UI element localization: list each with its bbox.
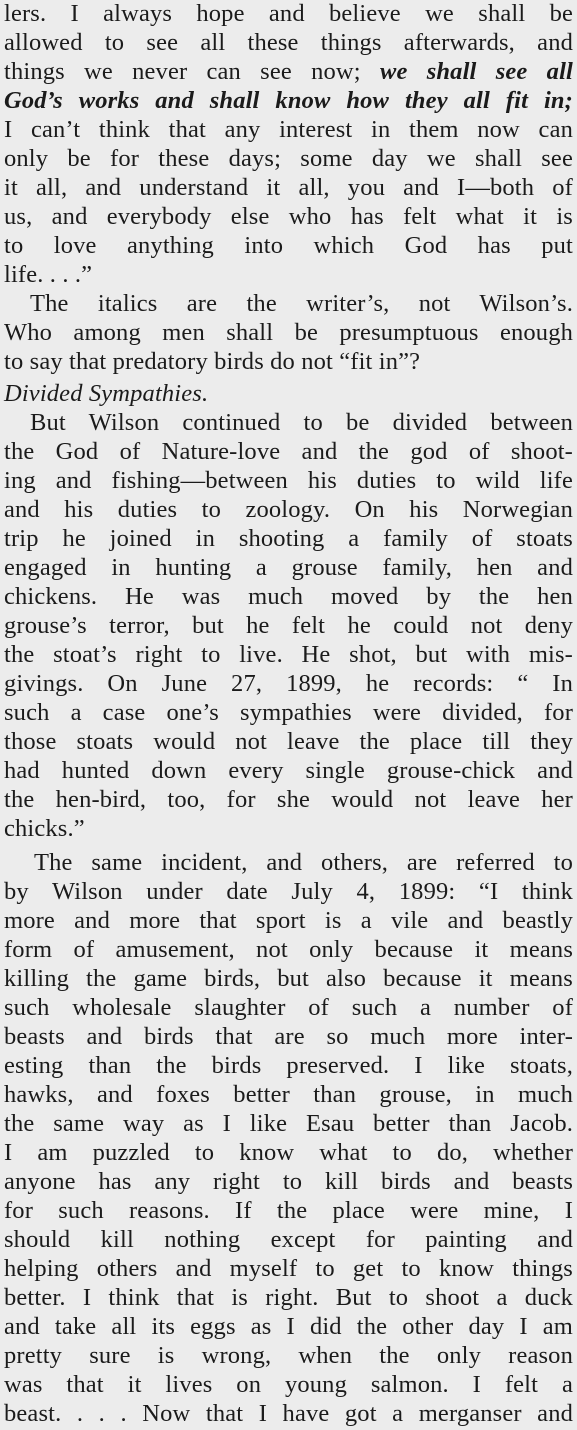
text-line: beast. . . . Now that I have got a merganser and [4, 1400, 573, 1427]
text-line: engaged in hunting a grouse family, hen and [4, 554, 573, 581]
text-line: it all, and understand it all, you and I—both of [4, 174, 573, 201]
text-line: to say that predatory birds do not “fit in”? [4, 348, 421, 375]
text-span: things we never can see now; [4, 58, 380, 85]
text-line: and take all its eggs as I did the other day I am [4, 1313, 573, 1340]
text-line: such wholesale slaughter of such a number of [4, 994, 573, 1021]
text-line: grouse’s terror, but he felt he could not deny [4, 612, 573, 639]
text-line: ing and fishing—between his duties to wild life [4, 467, 573, 494]
text-line: the God of Nature-love and the god of shoot- [4, 438, 573, 465]
text-line: and his duties to zoology. On his Norwegian [4, 496, 573, 523]
text-line: The same incident, and others, are referred to [34, 849, 573, 876]
text-line: to love anything into which God has put [4, 232, 573, 259]
text-line: chicks.” [4, 815, 85, 842]
text-line: trip he joined in shooting a family of stoats [4, 525, 573, 552]
text-line: by Wilson under date July 4, 1899: “I think [4, 878, 573, 905]
text-line: those stoats would not leave the place till they [4, 728, 573, 755]
text-line [4, 87, 573, 115]
text-line: But Wilson continued to be divided between [30, 409, 573, 436]
text-line: such a case one’s sympathies were divided, for [4, 699, 573, 726]
text-line: should kill nothing except for painting and [4, 1226, 573, 1253]
text-line: us, and everybody else who has felt what it is [4, 203, 573, 230]
text-line: more and more that sport is a vile and beastly [4, 907, 573, 934]
text-line: hawks, and foxes better than grouse, in much [4, 1081, 573, 1108]
text-line: anyone has any right to kill birds and beasts [4, 1168, 573, 1195]
text-line: I can’t think that any interest in them now can [4, 116, 573, 143]
text-line: for such reasons. If the place were mine, I [4, 1197, 573, 1224]
text-line: the same way as I like Esau better than Jacob. [4, 1110, 573, 1137]
emphasized-text: we shall see all [379, 58, 573, 85]
text-line: givings. On June 27, 1899, he records: “ In [4, 670, 573, 697]
text-line: I am puzzled to know what to do, whether [4, 1139, 573, 1166]
text-line: esting than the birds preserved. I like stoats, [4, 1052, 573, 1079]
emphasized-text: God’s works and shall know how they all fit in; [4, 87, 573, 114]
text-line: Who among men shall be presumptuous enough [4, 319, 573, 346]
text-line: only be for these days; some day we shall see [4, 145, 573, 172]
text-line: the stoat’s right to live. He shot, but with mis- [4, 641, 573, 668]
text-line: was that it lives on young salmon. I felt a [4, 1371, 573, 1398]
text-line: allowed to see all these things afterwards, and [4, 29, 573, 56]
text-line: better. I think that is right. But to shoot a duck [4, 1284, 573, 1311]
text-line: The italics are the writer’s, not Wilson’s. [30, 290, 573, 317]
section-heading: Divided Sympathies. [4, 380, 209, 407]
text-line: chickens. He was much moved by the hen [4, 583, 573, 610]
text-line: beasts and birds that are so much more inter- [4, 1023, 573, 1050]
text-line: lers. I always hope and believe we shall be [4, 0, 573, 27]
text-line: killing the game birds, but also because it means [4, 965, 573, 992]
text-line [4, 58, 573, 86]
text-line: the hen-bird, too, for she would not leave her [4, 786, 573, 813]
text-line: had hunted down every single grouse-chick and [4, 757, 573, 784]
text-line: helping others and myself to get to know things [4, 1255, 573, 1282]
text-line: form of amusement, not only because it means [4, 936, 573, 963]
text-line: pretty sure is wrong, when the only reason [4, 1342, 573, 1369]
text-line: life. . . .” [4, 261, 93, 288]
